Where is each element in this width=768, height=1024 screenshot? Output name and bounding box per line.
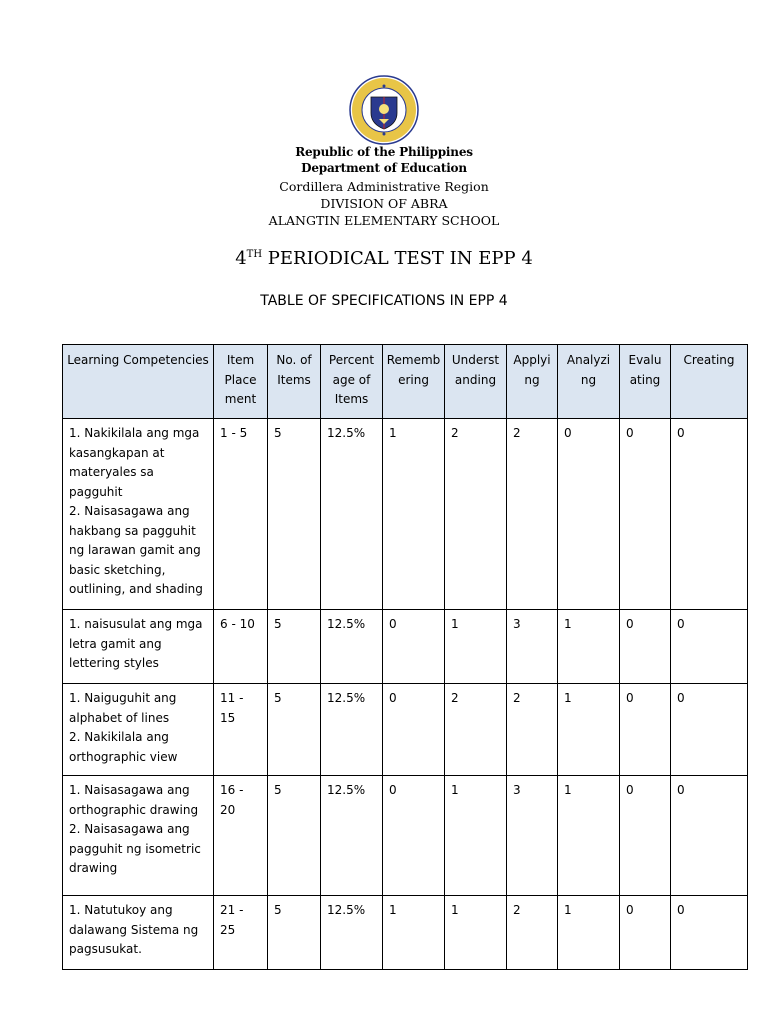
cell-applying: 2 — [507, 419, 558, 610]
cell-items: 5 — [268, 684, 321, 776]
title-number: 4 — [235, 248, 247, 269]
table-row — [63, 896, 748, 970]
cell-applying: 2 — [507, 684, 558, 776]
cell-competencies: 1. Nakikilala ang mga kasangkapan at materyales sa pagguhit 2. Naisasagawa ang hakbang sa pagguhit ng larawan gamit ang basic sketching, outlining, and shading — [63, 419, 214, 610]
cell-items: 5 — [268, 610, 321, 684]
department-heading: Department of Education — [301, 161, 467, 175]
table-row — [63, 776, 748, 896]
cell-analyzing: 1 — [558, 776, 620, 896]
cell-applying: 2 — [507, 896, 558, 970]
table-row — [63, 610, 748, 684]
cell-placement: 21 - 25 — [214, 896, 268, 970]
cell-remembering: 0 — [383, 610, 445, 684]
cell-competencies: 1. Naisasagawa ang orthographic drawing 2. Naisasagawa ang pagguhit ng isometric drawing — [63, 776, 214, 896]
table-row — [63, 419, 748, 610]
header-percent: Percent age of Items — [321, 345, 383, 419]
cell-remembering: 0 — [383, 684, 445, 776]
header-understanding: Underst anding — [445, 345, 507, 419]
cell-analyzing: 1 — [558, 684, 620, 776]
header-applying: Applyi ng — [507, 345, 558, 419]
cell-placement: 1 - 5 — [214, 419, 268, 610]
title-ordinal: TH — [246, 249, 263, 260]
cell-analyzing: 0 — [558, 419, 620, 610]
cell-remembering: 1 — [383, 419, 445, 610]
cell-placement: 6 - 10 — [214, 610, 268, 684]
cell-understanding: 2 — [445, 419, 507, 610]
cell-percent: 12.5% — [321, 776, 383, 896]
cell-evaluating: 0 — [620, 776, 671, 896]
cell-evaluating: 0 — [620, 684, 671, 776]
cell-creating: 0 — [671, 419, 748, 610]
cell-competencies: 1. Naiguguhit ang alphabet of lines 2. Nakikilala ang orthographic view — [63, 684, 214, 776]
cell-remembering: 0 — [383, 776, 445, 896]
header-items: No. of Items — [268, 345, 321, 419]
cell-understanding: 1 — [445, 776, 507, 896]
header-analyzing: Analyzi ng — [558, 345, 620, 419]
division-heading: DIVISION OF ABRA — [320, 196, 448, 211]
cell-competencies: 1. Natutukoy ang dalawang Sistema ng pagsusukat. — [63, 896, 214, 970]
region-heading: Cordillera Administrative Region — [279, 179, 489, 194]
document-title — [0, 248, 768, 269]
cell-evaluating: 0 — [620, 419, 671, 610]
table-row — [63, 684, 748, 776]
cell-creating: 0 — [671, 776, 748, 896]
cell-creating: 0 — [671, 610, 748, 684]
cell-applying: 3 — [507, 610, 558, 684]
cell-understanding: 1 — [445, 896, 507, 970]
cell-items: 5 — [268, 896, 321, 970]
cell-analyzing: 1 — [558, 610, 620, 684]
cell-creating: 0 — [671, 896, 748, 970]
school-heading: ALANGTIN ELEMENTARY SCHOOL — [268, 213, 500, 228]
cell-percent: 12.5% — [321, 610, 383, 684]
cell-understanding: 1 — [445, 610, 507, 684]
cell-remembering: 1 — [383, 896, 445, 970]
header-placement: Item Place ment — [214, 345, 268, 419]
cell-items: 5 — [268, 419, 321, 610]
cell-items: 5 — [268, 776, 321, 896]
cell-percent: 12.5% — [321, 684, 383, 776]
header-creating: Creating — [671, 345, 748, 419]
cell-understanding: 2 — [445, 684, 507, 776]
cell-placement: 16 - 20 — [214, 776, 268, 896]
cell-evaluating: 0 — [620, 610, 671, 684]
header-competencies: Learning Competencies — [63, 345, 214, 419]
header-evaluating: Evalu ating — [620, 345, 671, 419]
table-header-row — [63, 345, 748, 419]
cell-percent: 12.5% — [321, 896, 383, 970]
table-subtitle: TABLE OF SPECIFICATIONS IN EPP 4 — [260, 293, 508, 309]
deped-seal-icon — [349, 75, 419, 145]
title-text: PERIODICAL TEST IN EPP 4 — [262, 248, 533, 269]
republic-heading: Republic of the Philippines — [295, 145, 473, 159]
cell-analyzing: 1 — [558, 896, 620, 970]
cell-applying: 3 — [507, 776, 558, 896]
cell-competencies: 1. naisusulat ang mga letra gamit ang lettering styles — [63, 610, 214, 684]
specifications-table — [62, 344, 748, 970]
cell-creating: 0 — [671, 684, 748, 776]
cell-percent: 12.5% — [321, 419, 383, 610]
cell-placement: 11 - 15 — [214, 684, 268, 776]
header-remembering: Rememb ering — [383, 345, 445, 419]
cell-evaluating: 0 — [620, 896, 671, 970]
